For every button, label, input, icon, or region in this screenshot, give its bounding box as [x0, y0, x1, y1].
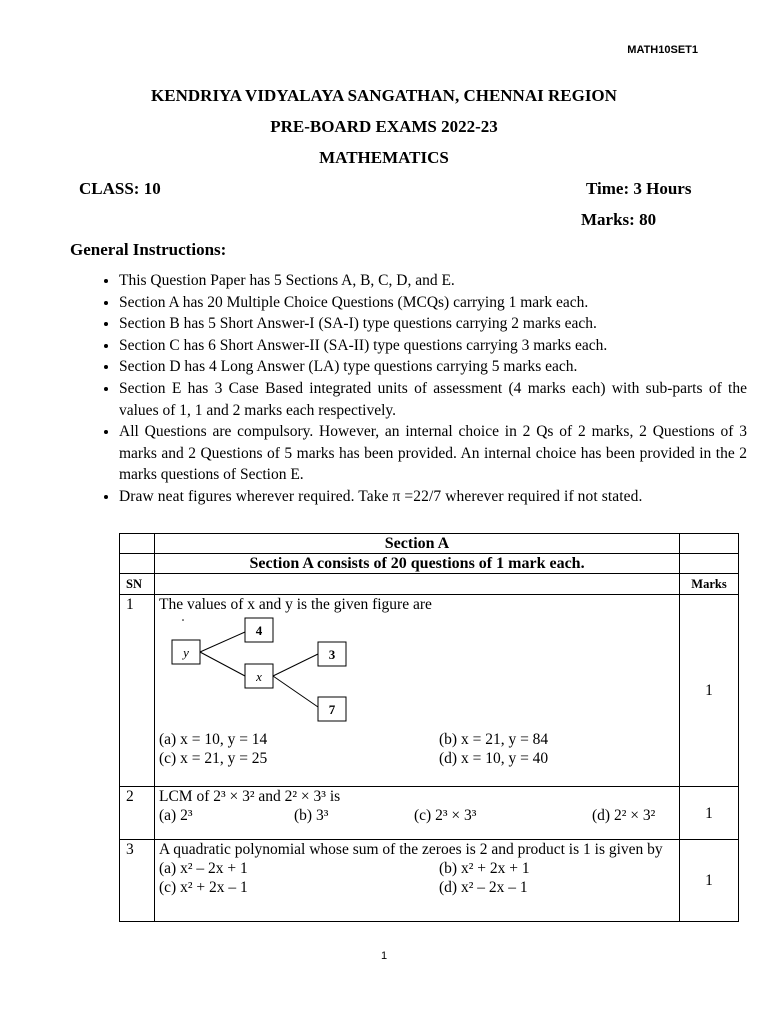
instruction-item: • Section A has 20 Multiple Choice Questions (MCQs) carrying 1 mark each. — [119, 292, 747, 314]
option-d: (d) x = 10, y = 40 — [439, 750, 549, 767]
header-blank-cell — [680, 534, 739, 554]
instruction-item: • Section B has 5 Short Answer-I (SA-I) type questions carrying 2 marks each. — [119, 313, 747, 335]
question-cell — [155, 787, 680, 840]
marks-label: Marks: 80 — [581, 210, 657, 229]
option-d: (d) 2² × 3² — [592, 807, 656, 824]
question-marks: 1 — [680, 787, 739, 840]
question-text: A quadratic polynomial whose sum of the zeroes is 2 and product is 1 is given by — [159, 841, 663, 858]
subject-title: MATHEMATICS — [319, 148, 449, 167]
instructions-heading: General Instructions: — [70, 240, 227, 259]
instruction-item: • All Questions are compulsory. However, an internal choice in 2 Qs of 2 marks, 2 Questions of 3 marks and 2 Questions of 5 marks has been provided. An internal choice has been provided in the 2 marks questions of Section E. — [119, 421, 747, 486]
header-blank-cell — [680, 554, 739, 574]
diagram-node-y: y — [183, 645, 189, 660]
column-header-marks: Marks — [680, 574, 739, 595]
option-b: (b) x = 21, y = 84 — [439, 731, 549, 748]
column-header-sn: SN — [120, 574, 155, 595]
question-number: 1 — [120, 595, 155, 787]
question-cell — [155, 840, 680, 922]
section-subtitle: Section A consists of 20 questions of 1 mark each. — [155, 554, 680, 574]
question-marks: 1 — [680, 840, 739, 922]
question-cell — [155, 595, 680, 787]
class-label: CLASS: 10 — [79, 179, 161, 198]
diagram-node-7: 7 — [328, 702, 336, 717]
option-a: (a) 2³ — [159, 807, 193, 824]
organization-title: KENDRIYA VIDYALAYA SANGATHAN, CHENNAI REGION — [151, 86, 617, 105]
option-a: (a) x = 10, y = 14 — [159, 731, 268, 748]
diagram-node-4: 4 — [255, 623, 263, 638]
option-b: (b) x² + 2x + 1 — [439, 860, 530, 877]
option-row — [159, 730, 675, 749]
option-d: (d) x² – 2x – 1 — [439, 879, 528, 896]
option-c: (c) x = 21, y = 25 — [159, 750, 268, 767]
instruction-item: • Section D has 4 Long Answer (LA) type questions carrying 5 marks each. — [119, 356, 747, 378]
question-number: 3 — [120, 840, 155, 922]
table-row — [120, 840, 739, 922]
instruction-item: • This Question Paper has 5 Sections A, B, C, D, and E. — [119, 270, 747, 292]
table-row — [120, 787, 739, 840]
question-number: 2 — [120, 787, 155, 840]
column-header-blank — [155, 574, 680, 595]
section-title: Section A — [155, 534, 680, 554]
instruction-item: • Section E has 3 Case Based integrated units of assessment (4 marks each) with sub-parts of the values of 1, 1 and 2 marks each respectively. — [119, 378, 747, 421]
option-b: (b) 3³ — [294, 807, 329, 824]
question-text: LCM of 2³ × 3² and 2² × 3³ is — [159, 788, 341, 805]
table-row — [120, 595, 739, 787]
instruction-item: • Section C has 6 Short Answer-II (SA-II) type questions carrying 3 marks each. — [119, 335, 747, 357]
time-label: Time: 3 Hours — [586, 179, 692, 198]
tree-diagram — [163, 614, 363, 722]
option-row — [159, 878, 675, 897]
option-a: (a) x² – 2x + 1 — [159, 860, 248, 877]
document-code: MATH10SET1 — [627, 44, 698, 56]
page-number: 1 — [380, 950, 388, 962]
question-text: The values of x and y is the given figure are — [159, 596, 432, 613]
question-marks: 1 — [680, 595, 739, 787]
diagram-node-3: 3 — [328, 647, 336, 662]
option-row — [159, 859, 675, 878]
instructions-list — [70, 270, 747, 508]
instruction-item: • Draw neat figures wherever required. Take π =22/7 wherever required if not stated. — [119, 486, 747, 508]
questions-table — [119, 533, 739, 922]
option-row — [159, 749, 675, 768]
option-c: (c) x² + 2x – 1 — [159, 879, 248, 896]
header-blank-cell — [120, 554, 155, 574]
header-blank-cell — [120, 534, 155, 554]
diagram-node-x: x — [256, 669, 262, 684]
option-c: (c) 2³ × 3³ — [414, 807, 477, 824]
exam-title: PRE-BOARD EXAMS 2022-23 — [270, 117, 498, 136]
option-row — [159, 806, 675, 825]
